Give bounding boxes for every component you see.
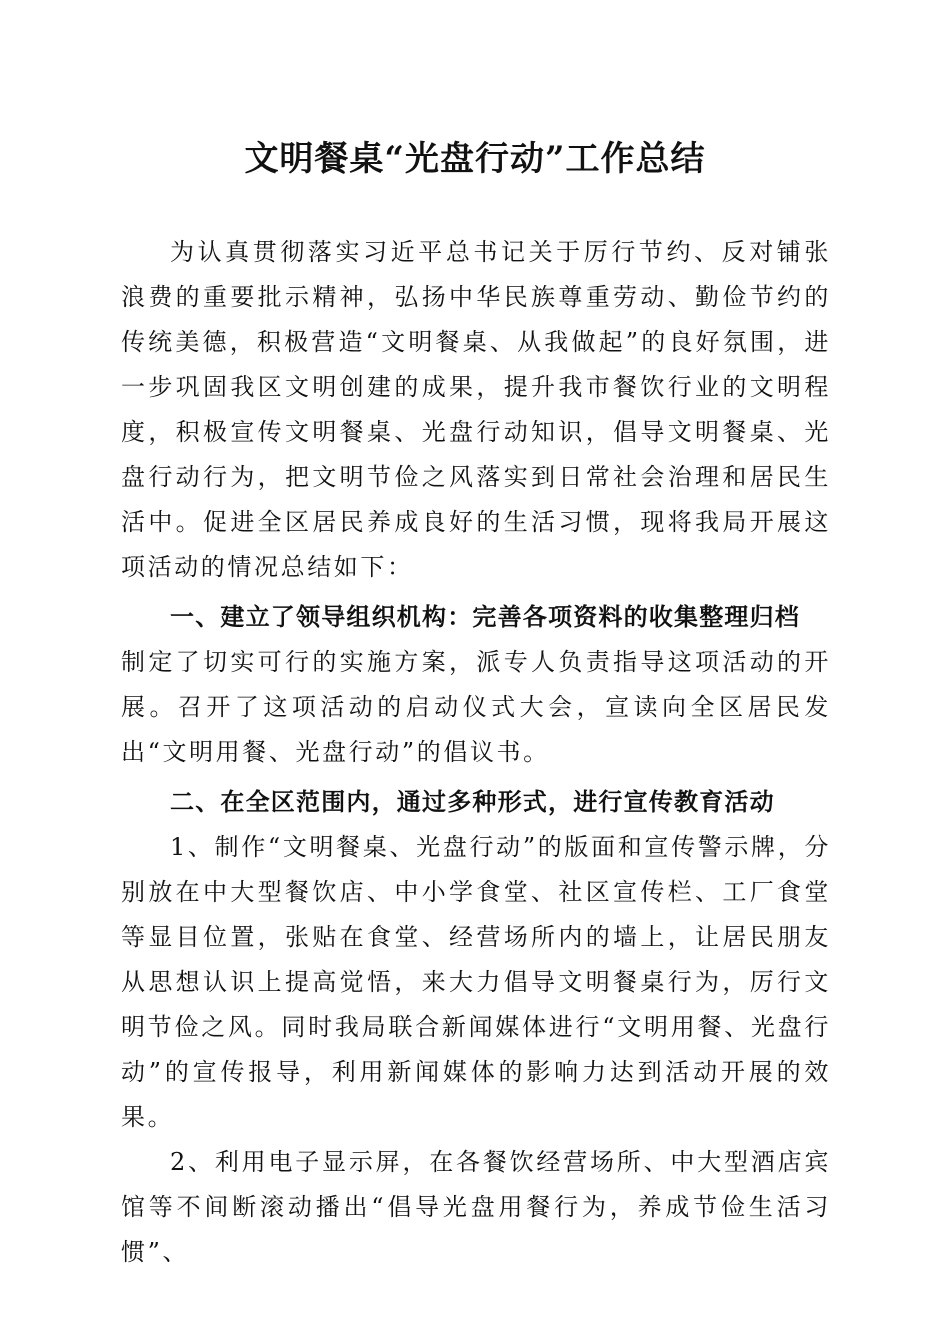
section-1-heading: 一、建立了领导组织机构：完善各项资料的收集整理归档	[170, 603, 800, 631]
section-2-heading: 二、在全区范围内，通过多种形式，进行宣传教育活动	[170, 788, 775, 816]
section-2-item-1: 1、制作“文明餐桌、光盘行动”的版面和宣传警示牌，分别放在中大型餐饮店、中小学食堂、社区宣传栏、工厂食堂等显目位置，张贴在食堂、经营场所内的墙上，让居民朋友从思想认识上提高觉悟，来大力倡导文明餐桌行为，厉行文明节俭之风。同时我局联合新闻媒体进行“文明用餐、光盘行动”的宣传报导，利用新闻媒体的影响力达到活动开展的效果。	[121, 833, 831, 1131]
document-body	[121, 230, 831, 1275]
intro-paragraph: 为认真贯彻落实习近平总书记关于厉行节约、反对铺张浪费的重要批示精神，弘扬中华民族尊重劳动、勤俭节约的传统美德，积极营造“文明餐桌、从我做起”的良好氛围，进一步巩固我区文明创建的成果，提升我市餐饮行业的文明程度，积极宣传文明餐桌、光盘行动知识，倡导文明餐桌、光盘行动行为，把文明节俭之风落实到日常社会治理和居民生活中。促进全区居民养成良好的生活习惯，现将我局开展这项活动的情况总结如下：	[121, 238, 831, 581]
section-1-paragraph: 制定了切实可行的实施方案，派专人负责指导这项活动的开展。召开了这项活动的启动仪式大会，宣读向全区居民发出“文明用餐、光盘行动”的倡议书。	[121, 648, 831, 766]
document-title: 文明餐桌“光盘行动”工作总结	[244, 139, 706, 179]
section-2-item-2: 2、利用电子显示屏，在各餐饮经营场所、中大型酒店宾馆等不间断滚动播出“倡导光盘用餐行为，养成节俭生活习惯”、	[121, 1148, 831, 1266]
